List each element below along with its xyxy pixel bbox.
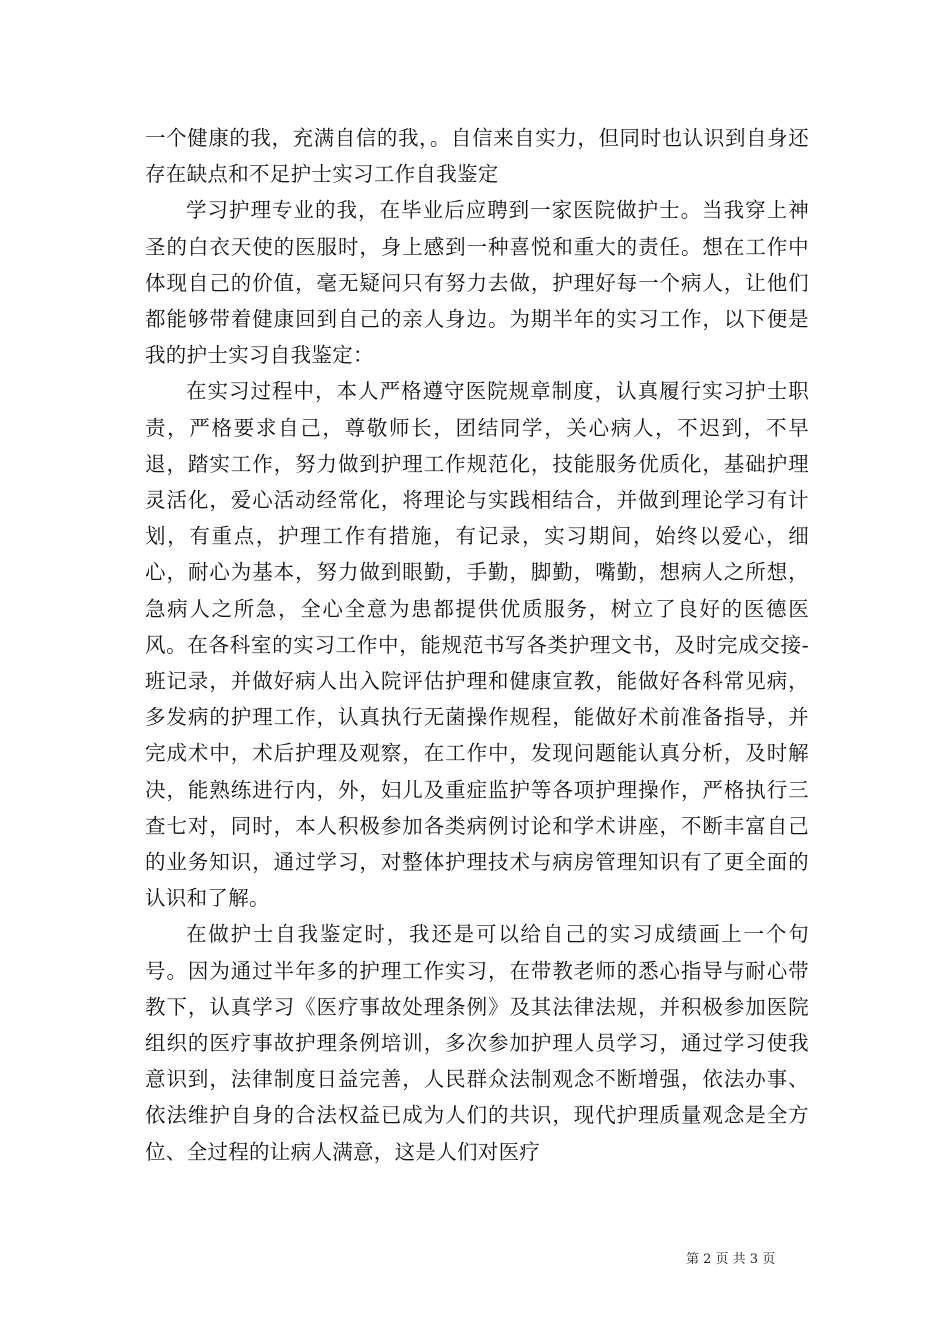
paragraph-self-assessment: 在做护士自我鉴定时，我还是可以给自己的实习成绩画上一个句号。因为通过半年多的护理工作实习，在带教老师的悉心指导与耐心带教下，认真学习《医疗事故处理条例》及其法律法规，并积极参加医院组织的医疗事故护理条例培训，多次参加护理人员学习，通过学习使我意识到，法律制度日益完善，人民群众法制观念不断增强，依法办事、依法维护自身的合法权益已成为人们的共识，现代护理质量观念是全方位、全过程的让病人满意，这是人们对医疗 (145, 922, 809, 1164)
page-number-label: 第 2 页 共 3 页 (686, 1252, 776, 1267)
paragraph-continuation: 一个健康的我，充满自信的我，。自信来自实力，但同时也认识到自身还存在缺点和不足护士实习工作自我鉴定 (145, 126, 809, 187)
page-number-footer (686, 1248, 775, 1267)
paragraph-intro: 学习护理专业的我，在毕业后应聘到一家医院做护士。当我穿上神圣的白衣天使的医服时，身上感到一种喜悦和重大的责任。想在工作中体现自己的价值，毫无疑问只有努力去做，护理好每一个病人，让他们都能够带着健康回到自己的亲人身边。为期半年的实习工作，以下便是我的护士实习自我鉴定： (145, 198, 809, 368)
paragraph-internship-process: 在实习过程中，本人严格遵守医院规章制度，认真履行实习护士职责，严格要求自己，尊敬师长，团结同学，关心病人，不迟到，不早退，踏实工作，努力做到护理工作规范化，技能服务优质化，基础护理灵活化，爱心活动经常化，将理论与实践相结合，并做到理论学习有计划，有重点，护理工作有措施，有记录，实习期间，始终以爱心，细心，耐心为基本，努力做到眼勤，手勤，脚勤，嘴勤，想病人之所想，急病人之所急，全心全意为患都提供优质服务，树立了良好的医德医风。在各科室的实习工作中，能规范书写各类护理文书，及时完成交接-班记录，并做好病人出入院评估护理和健康宣教，能做好各科常见病，多发病的护理工作，认真执行无菌操作规程，能做好术前准备指导，并完成术中，术后护理及观察，在工作中，发现问题能认真分析，及时解决，能熟练进行内，外，妇儿及重症监护等各项护理操作，严格执行三查七对，同时，本人积极参加各类病例讨论和学术讲座，不断丰富自己的业务知识，通过学习，对整体护理技术与病房管理知识有了更全面的认识和了解。 (145, 379, 809, 911)
document-body (145, 120, 809, 1170)
